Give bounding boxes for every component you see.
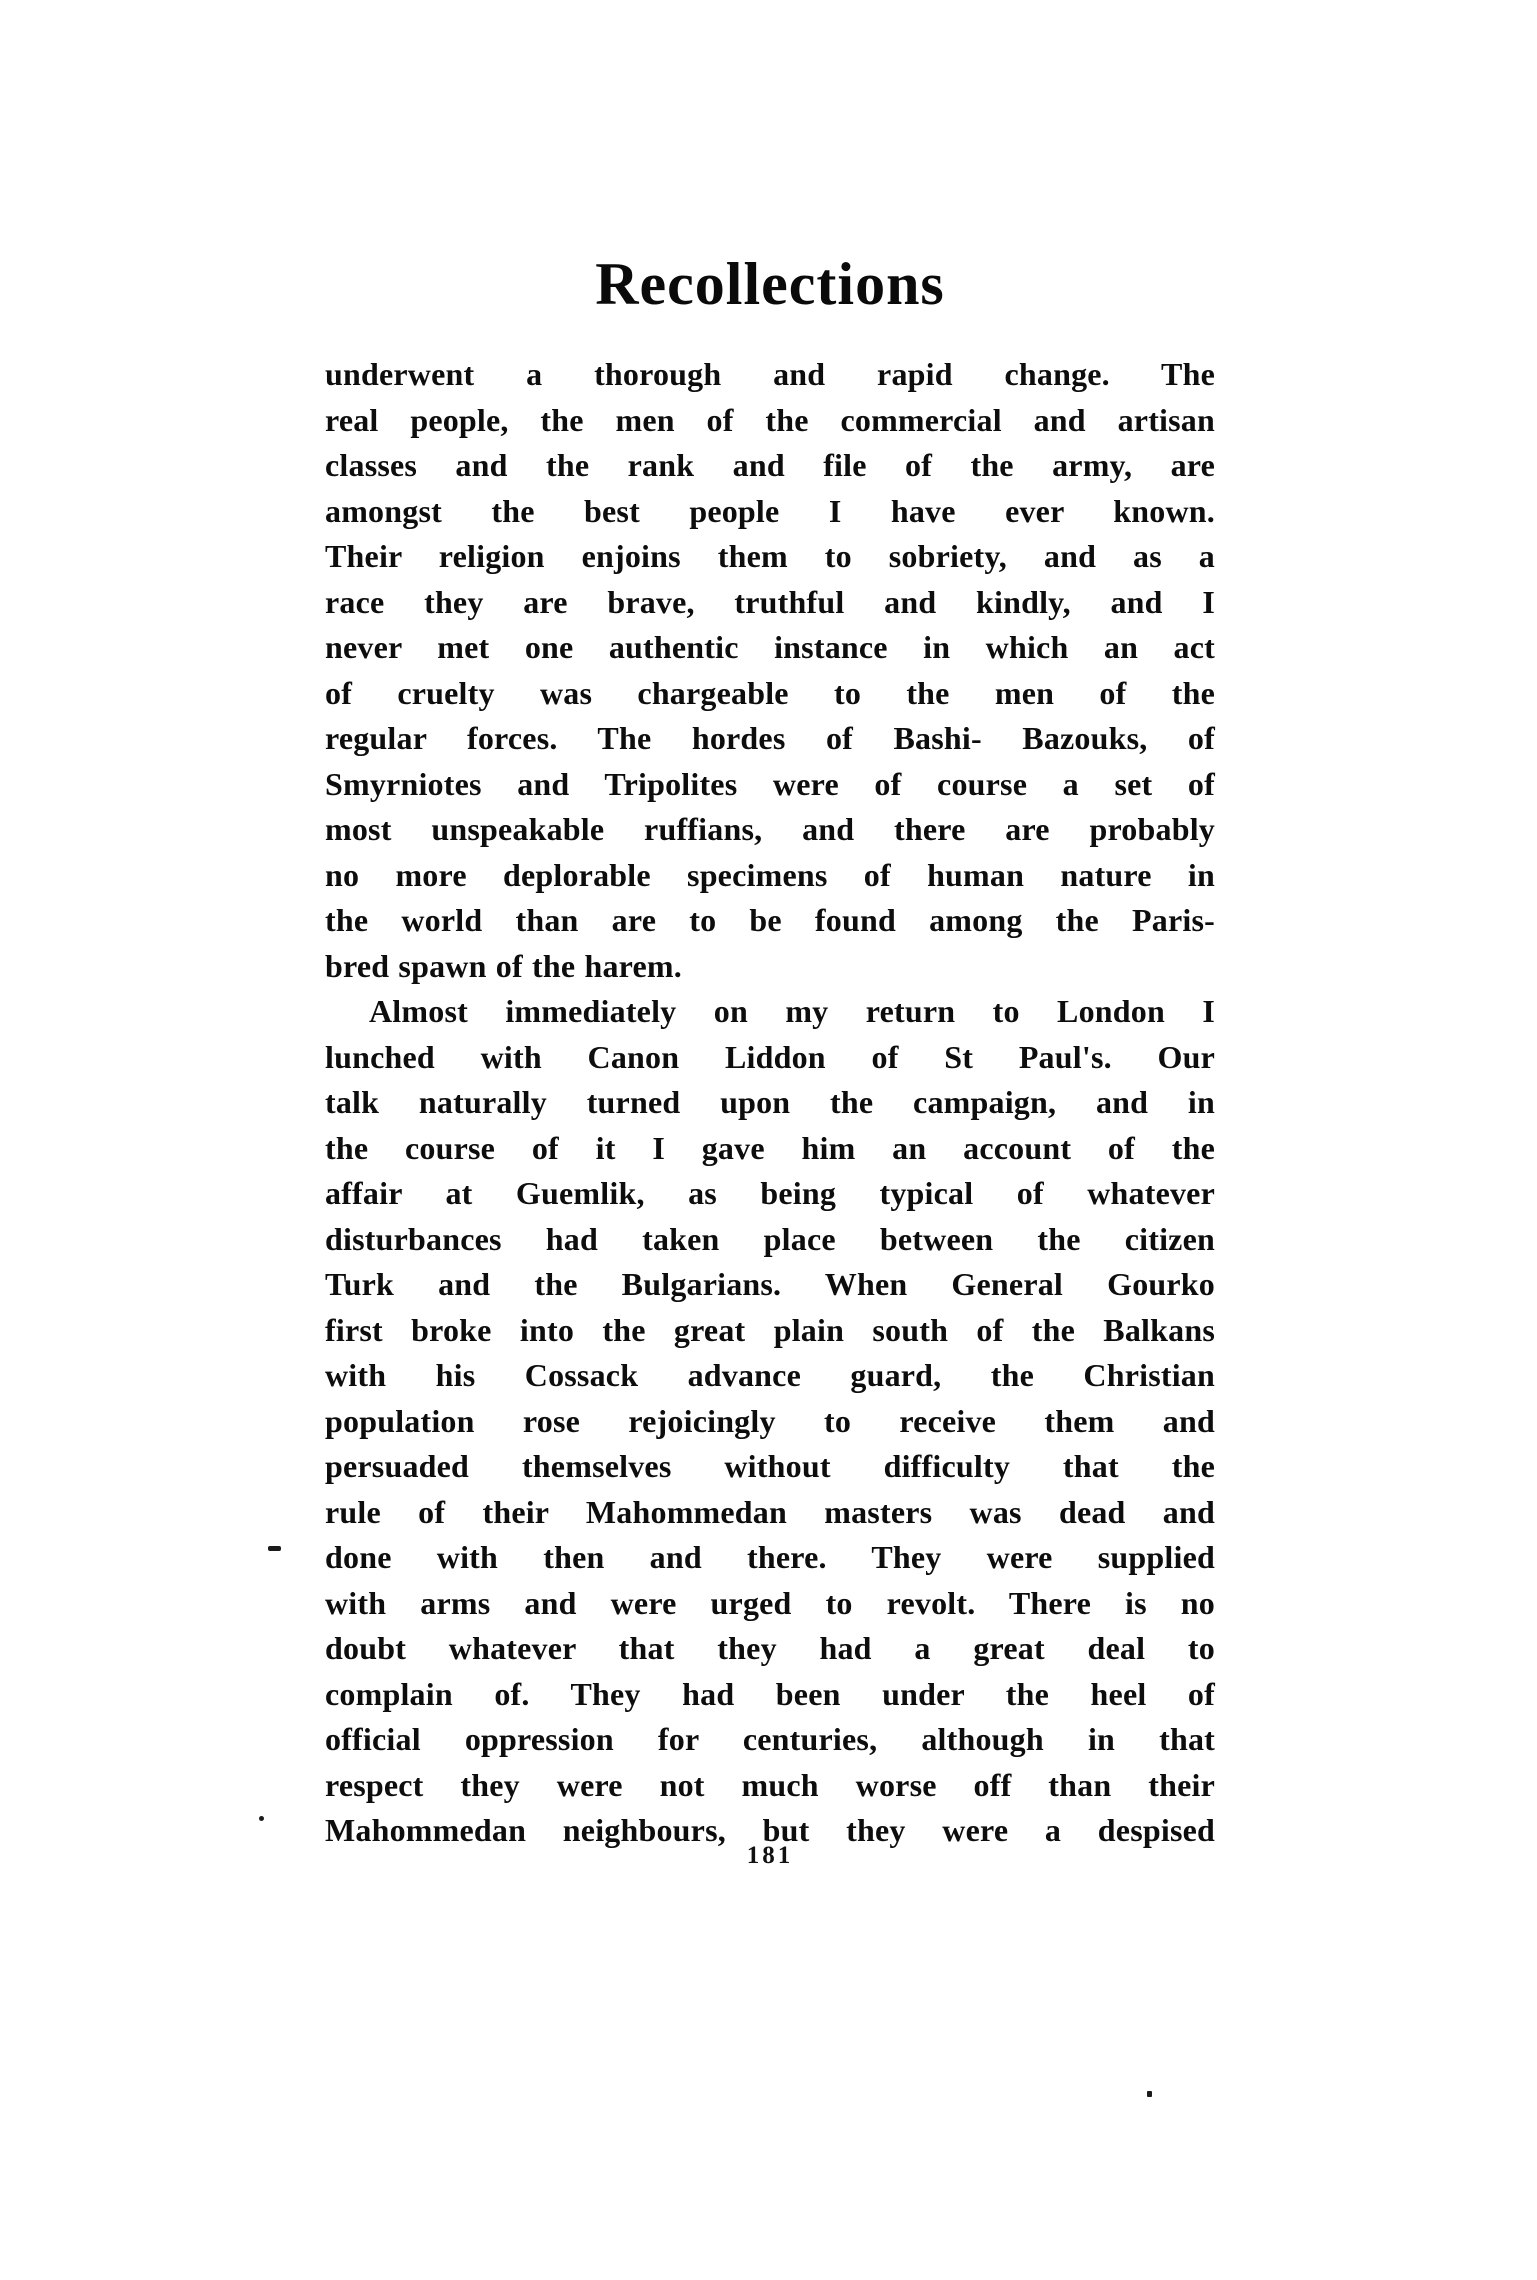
text-line: race they are brave, truthful and kindly, and I [325, 583, 1215, 620]
text-line: underwent a thorough and rapid change. The [325, 356, 1215, 392]
text-line: of cruelty was chargeable to the men of the [325, 674, 1215, 711]
text-line: with his Cossack advance guard, the Christian [325, 1357, 1215, 1393]
body-text [325, 352, 1215, 1854]
text-line: Almost immediately on my return to London I [369, 993, 1215, 1029]
text-line: no more deplorable specimens of human nature in [325, 856, 1215, 893]
text-line: the world than are to be found among the Paris- [325, 902, 1215, 938]
text-line: rule of their Mahommedan masters was dead and [325, 1493, 1215, 1530]
text-line: persuaded themselves without difficulty that the [325, 1448, 1215, 1484]
text-line: affair at Guemlik, as being typical of whatever [325, 1175, 1215, 1211]
text-line: official oppression for centuries, although in that [325, 1721, 1215, 1757]
text-line: never met one authentic instance in which an act [325, 629, 1215, 665]
text-line: bred spawn of the harem. [325, 947, 682, 984]
page-title: Recollections [595, 251, 945, 317]
text-line: respect they were not much worse off than their [325, 1766, 1215, 1803]
ink-speck [268, 1546, 281, 1551]
text-line: Turk and the Bulgarians. When General Gourko [325, 1266, 1215, 1302]
text-line: most unspeakable ruffians, and there are probably [325, 811, 1215, 847]
text-line: doubt whatever that they had a great deal to [325, 1630, 1215, 1666]
text-line: done with then and there. They were supplied [325, 1539, 1215, 1575]
text-line: regular forces. The hordes of Bashi- Bazouks, of [325, 720, 1215, 756]
text-line: real people, the men of the commercial and artisan [325, 401, 1215, 438]
text-line: population rose rejoicingly to receive them and [325, 1402, 1215, 1439]
text-line: Mahommedan neighbours, but they were a despised [325, 1812, 1215, 1848]
text-line: disturbances had taken place between the citizen [325, 1220, 1215, 1257]
text-line: with arms and were urged to revolt. There is no [325, 1584, 1215, 1621]
ink-speck [1147, 2091, 1152, 2097]
text-line: the course of it I gave him an account of the [325, 1129, 1215, 1166]
text-line: Smyrniotes and Tripolites were of course a set of [325, 765, 1215, 802]
ink-speck [259, 1816, 264, 1821]
text-line: classes and the rank and file of the army, are [325, 447, 1215, 483]
text-line: first broke into the great plain south of the Balkans [325, 1311, 1215, 1348]
text-line: complain of. They had been under the heel of [325, 1675, 1215, 1712]
page-number: 181 [746, 1842, 794, 1869]
text-line: amongst the best people I have ever known. [325, 492, 1215, 529]
text-line: lunched with Canon Liddon of St Paul's. Our [325, 1038, 1215, 1075]
text-line: Their religion enjoins them to sobriety, and as a [325, 538, 1215, 574]
text-line: talk naturally turned upon the campaign, and in [325, 1084, 1215, 1120]
